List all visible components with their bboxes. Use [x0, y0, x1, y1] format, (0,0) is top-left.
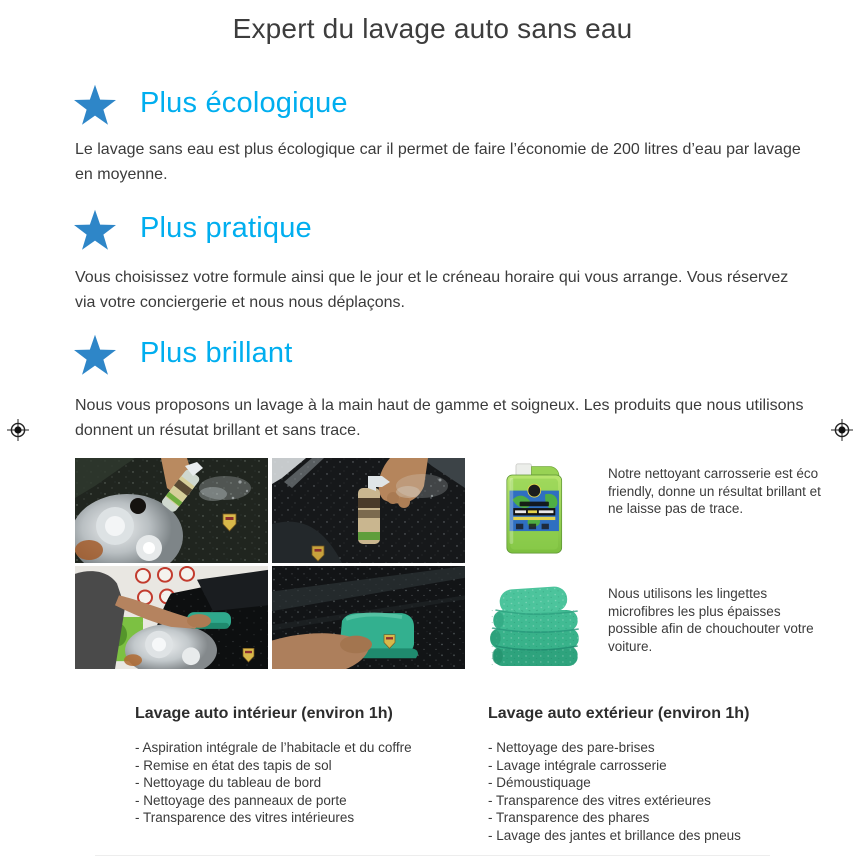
spray-cleaner-on-hood-photo: [272, 458, 465, 563]
eco-cleaner-bottle: [505, 463, 569, 555]
list-item: - Transparence des phares: [488, 810, 650, 826]
star-icon: [72, 207, 118, 253]
wipe-hood-with-microfiber-photo: [272, 566, 465, 669]
exterior-wash-heading: Lavage auto extérieur (environ 1h): [488, 705, 750, 722]
crop-registration-icon: [7, 419, 29, 441]
feature-heading-pratique: Plus pratique: [140, 212, 312, 244]
crop-registration-icon: [831, 419, 853, 441]
page-title: Expert du lavage auto sans eau: [232, 13, 633, 44]
exterior-wash-list: [488, 739, 741, 845]
microfiber-towel-stack: [487, 582, 584, 670]
interior-wash-list: [135, 739, 412, 827]
list-item: - Nettoyage des pare-brises: [488, 740, 655, 755]
list-item: - Nettoyage des panneaux de porte: [135, 792, 347, 808]
spray-cleaner-on-headlight-photo: [75, 458, 268, 563]
star-icon: [72, 332, 118, 378]
list-item: - Transparence des vitres extérieures: [488, 792, 711, 808]
star-icon: [72, 82, 118, 128]
list-item: - Aspiration intégrale de l’habitacle et du coffre: [135, 740, 412, 755]
feature-body-brillant: Nous vous proposons un lavage à la main haut de gamme et soigneux. Les produits que nous utilisons donnent un résutat brillant et sans trace.: [75, 397, 804, 439]
car-wash-photo-grid: [75, 458, 465, 669]
list-item: - Lavage intégrale carrosserie: [488, 757, 667, 773]
list-item: - Transparence des vitres intérieures: [135, 810, 355, 826]
wipe-headlight-with-microfiber-photo: [75, 566, 268, 669]
product-description-towels: Nous utilisons les lingettes microfibres les plus épaisses possible afin de chouchouter votre voiture.: [608, 586, 814, 654]
feature-body-pratique: Vous choisissez votre formule ainsi que le jour et le créneau horaire qui vous arrange. Vous réservez via votre conciergerie et nous nous déplaçons.: [75, 269, 789, 311]
list-item: - Nettoyage du tableau de bord: [135, 775, 322, 791]
feature-heading-brillant: Plus brillant: [140, 337, 293, 369]
interior-wash-heading: Lavage auto intérieur (environ 1h): [135, 705, 393, 722]
list-item: - Démoustiquage: [488, 775, 591, 791]
list-item: - Lavage des jantes et brillance des pneus: [488, 827, 741, 843]
feature-body-ecologique: Le lavage sans eau est plus écologique car il permet de faire l’économie de 200 litres d’eau par lavage en moyenne.: [75, 141, 801, 183]
feature-heading-ecologique: Plus écologique: [140, 87, 348, 119]
bottom-divider: [95, 855, 770, 856]
list-item: - Remise en état des tapis de sol: [135, 757, 332, 773]
product-description-cleaner: Notre nettoyant carrosserie est éco friendly, donne un résultat brillant et ne laisse pas de trace.: [608, 466, 821, 517]
